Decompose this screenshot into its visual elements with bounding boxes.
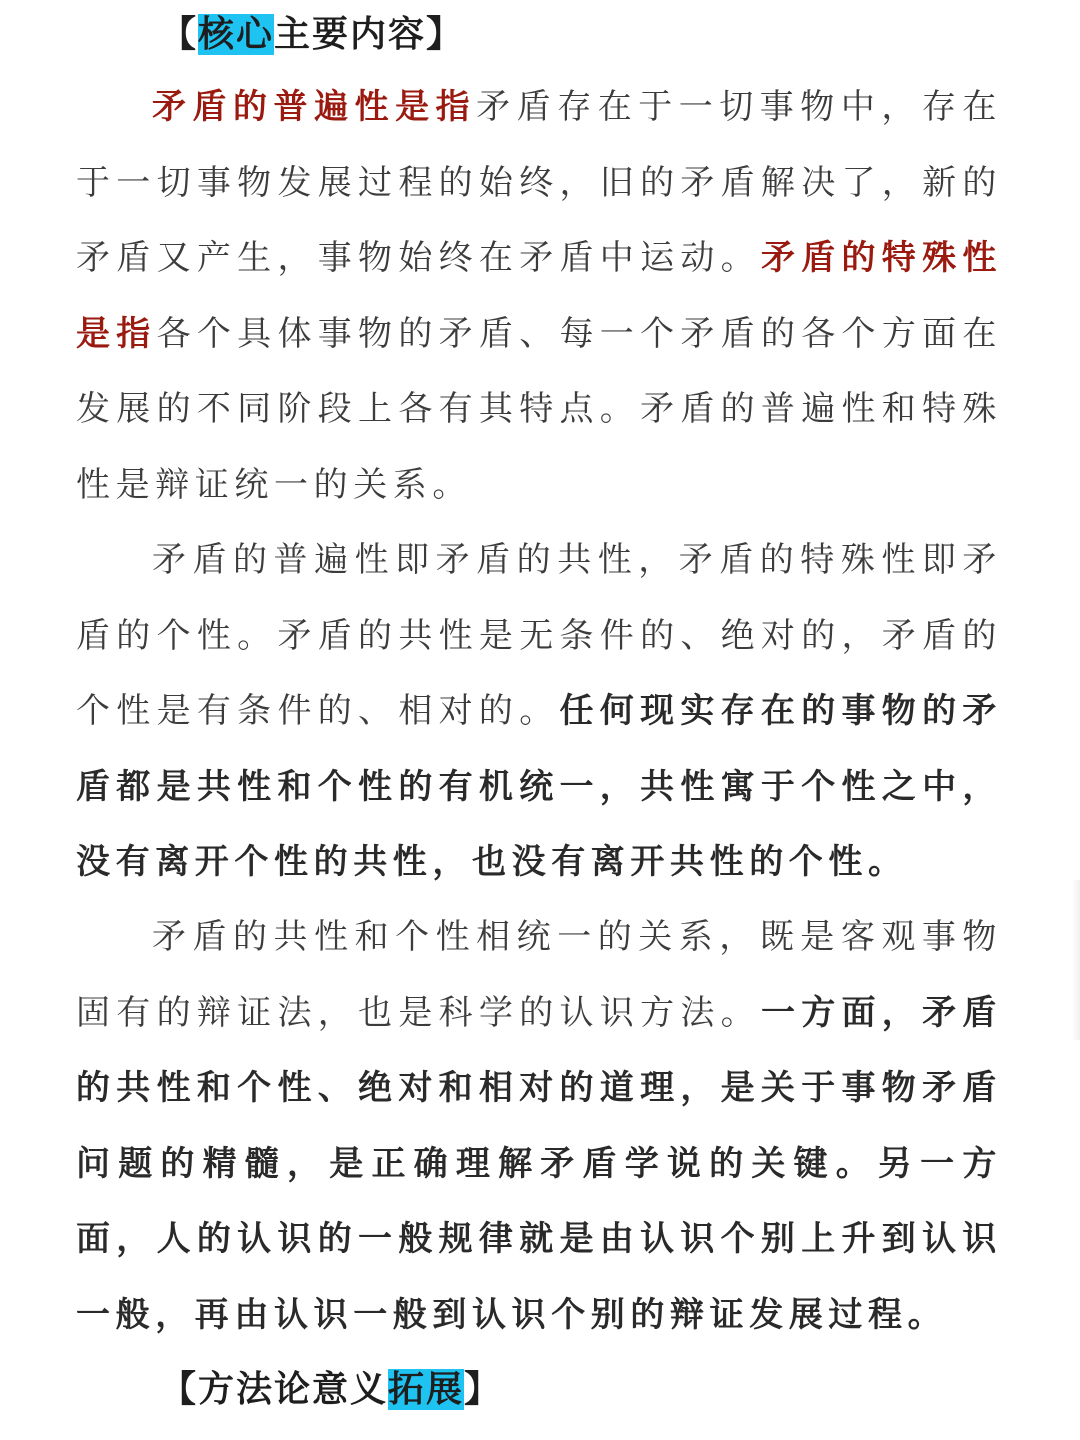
term-universality: 矛盾的普遍性是指 <box>152 87 477 127</box>
close-bracket: 】 <box>426 14 465 55</box>
paragraph-text: 矛盾的共性和个性相统一的关系，既是客观事物固有的辩证法，也是科学的认识方法。 <box>76 917 1002 1033</box>
paragraph-text: 矛盾的普遍性即矛盾的共性，矛盾的特殊性即矛盾的个性。矛盾的共性是无条件的、绝对的，矛盾的个性是有条件的、相对的。 <box>76 540 1002 731</box>
heading-text: 主要内容 <box>274 14 427 55</box>
highlighted-text: 拓展 <box>388 1369 465 1410</box>
highlighted-text: 核心 <box>198 14 275 55</box>
paragraph-method <box>76 900 1002 1353</box>
term-particularity: 矛盾的特殊性是指 <box>76 238 1002 354</box>
section-heading-methodology <box>160 1366 502 1414</box>
paragraph-text: 矛盾存在于一切事物中，存在于一切事物发展过程的始终，旧的矛盾解决了，新的矛盾又产生，事物始终在矛盾中运动。 <box>76 87 1002 278</box>
section-heading-core <box>160 11 464 59</box>
open-bracket: 【 <box>160 1369 199 1410</box>
scroll-edge <box>1072 880 1080 1040</box>
paragraph-universality <box>76 70 1002 523</box>
paragraph-commonality <box>76 523 1002 901</box>
open-bracket: 【 <box>160 14 199 55</box>
emphasis-text: 任何现实存在的事物的矛盾都是共性和个性的有机统一，共性寓于个性之中，没有离开个性的共性，也没有离开共性的个性。 <box>76 691 1002 882</box>
emphasis-text: 一方面，矛盾的共性和个性、绝对和相对的道理，是关于事物矛盾问题的精髓，是正确理解矛盾学说的关键。另一方面，人的认识的一般规律就是由认识个别上升到认识一般，再由认识一般到认识个别的辩证发展过程。 <box>76 992 1002 1335</box>
close-bracket: 】 <box>464 1369 503 1410</box>
heading-text: 方法论意义 <box>198 1369 389 1410</box>
paragraph-text: 各个具体事物的矛盾、每一个矛盾的各个方面在发展的不同阶段上各有其特点。矛盾的普遍性和特殊性是辩证统一的关系。 <box>76 313 1002 505</box>
